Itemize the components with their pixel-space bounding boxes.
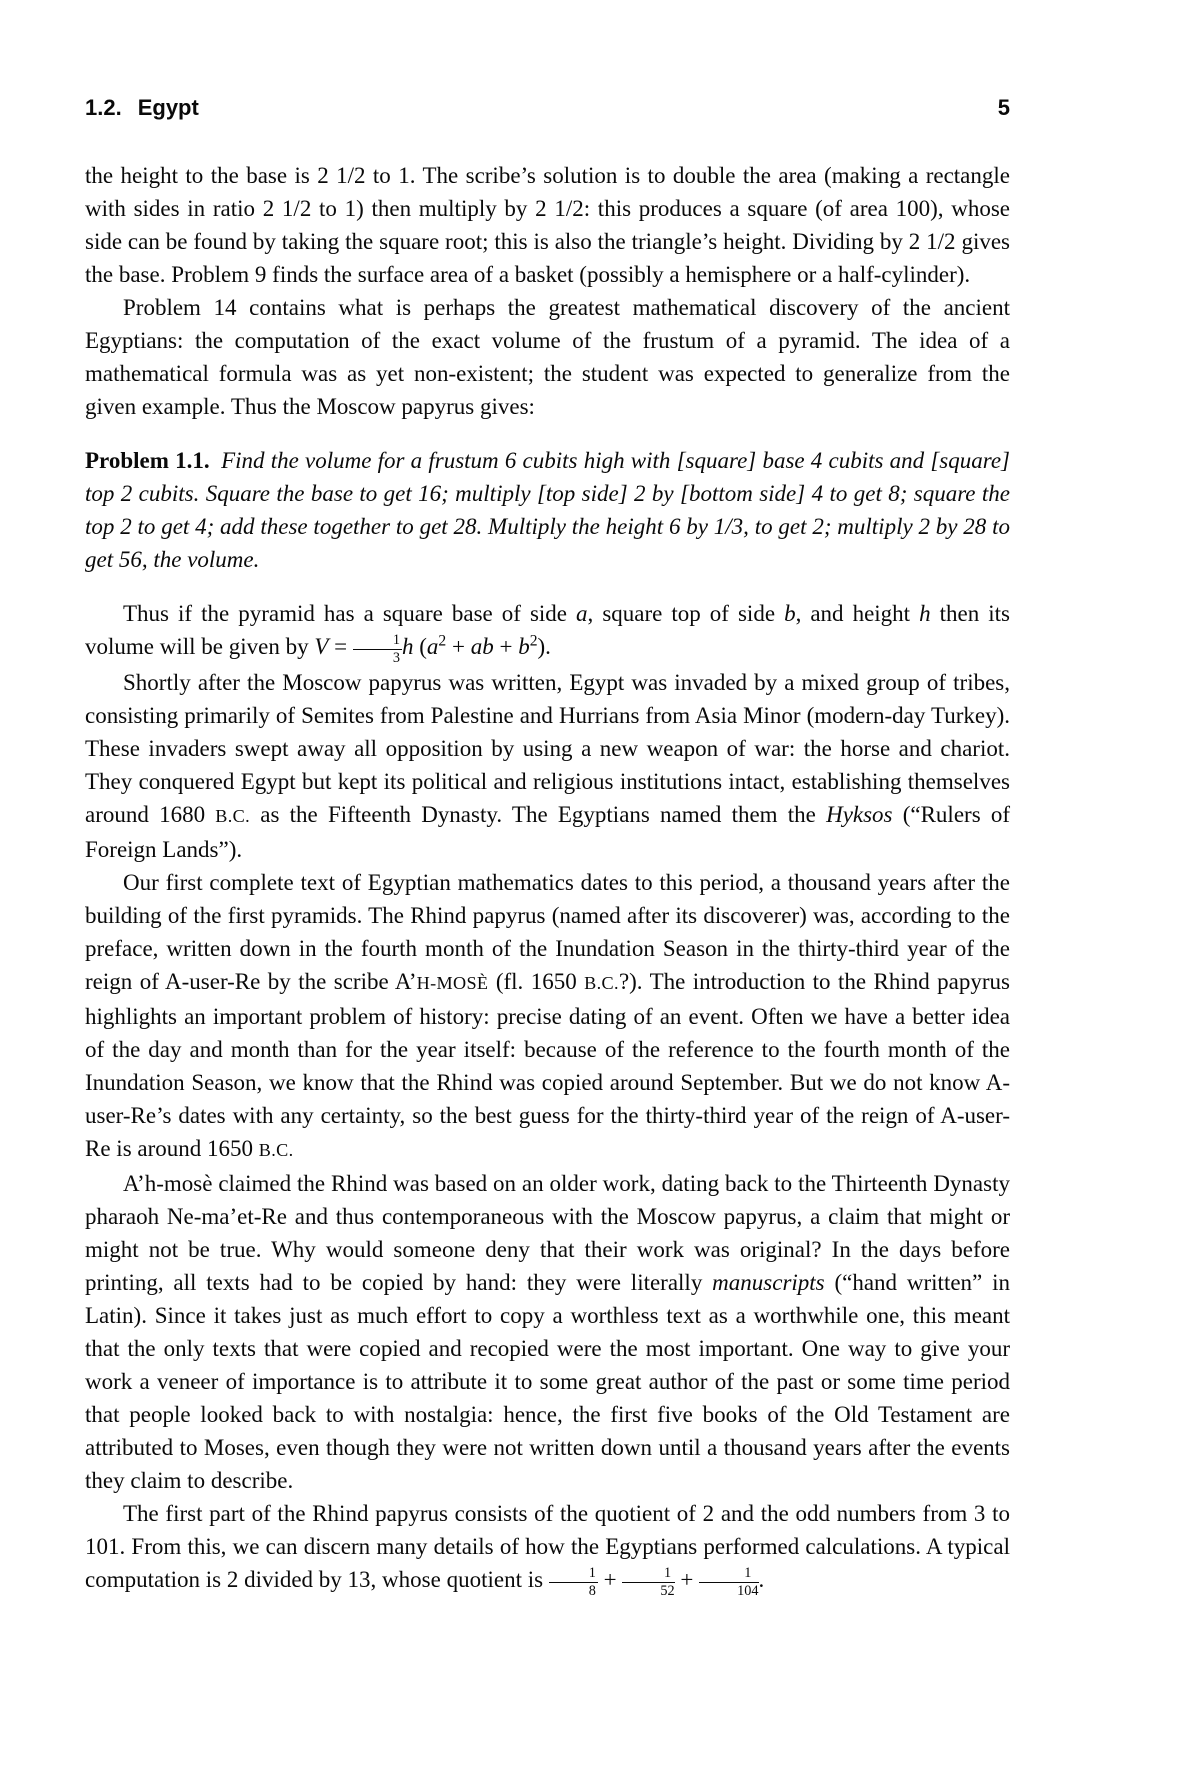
problem-1-1-block: [85, 444, 1010, 576]
text-run: (“Rulers of Foreign Lands”).: [85, 801, 1011, 862]
text-run: manuscripts: [712, 1269, 825, 1295]
text-run: 2: [438, 632, 447, 650]
text-run: B.C.: [215, 805, 251, 826]
text-run: +: [597, 1566, 623, 1592]
text-run: h: [402, 634, 414, 659]
text-run: 2: [529, 632, 538, 650]
text-run: H-MOSÈ: [416, 972, 489, 993]
text-run: V: [314, 634, 329, 659]
text-run: Our first complete text of Egyptian mathematics dates to this period, a thousand years after the building of the first pyramids. The Rhind papyrus (named after its discoverer) was, according to the preface, written down in the fourth month of the Inundation Season in the thirty-third year of the reign of A-user-Re by the scribe A’: [85, 869, 1010, 994]
text-run: B.C.: [258, 1139, 294, 1160]
text-run: The first part of the Rhind papyrus consists of the quotient of 2 and the odd numbers from 3 to 101. From this, we can discern many details of how the Egyptians performed calculations. A typical computation is 2 divided by 13, whose quotient is: [85, 1500, 1010, 1592]
paragraph-volume-formula: [85, 597, 1010, 666]
paragraph-quotients: [85, 1497, 1010, 1599]
text-run: a: [426, 634, 439, 659]
text-run: Shortly after the Moscow papyrus was written, Egypt was invaded by a mixed group of tribes, consisting primarily of Semites from Palestine and Hurrians from Asia Minor (modern-day Turkey). These invaders swept away all opposition by using a new weapon of war: the horse and chariot. They conquered Egypt but kept its political and religious institutions intact, establishing themselves around 1680: [85, 669, 1010, 827]
paragraph-height-to-base: [85, 159, 1010, 291]
text-run: as the Fifteenth Dynasty. The Egyptians named them the: [250, 801, 827, 827]
text-run: Problem 14 contains what is perhaps the greatest mathematical discovery of the ancient Egyptians: the computation of the exact volume of the frustum of a pyramid. The idea of a mathematical formula was as yet non-existent; the student was expected to generalize from the given example. Thus the Moscow papyrus gives:: [85, 295, 1010, 419]
text-run: b: [518, 634, 530, 659]
text-run: Hyksos: [826, 801, 893, 827]
stacked-fraction: $\frac{1}{8}$: [549, 1566, 598, 1599]
text-run: ?). The introduction to the Rhind papyrus highlights an important problem of history: precise dating of an event. Often we have a better idea of the day and month than for the year itself: because of the reference to the fourth month of the Inundation Season, we know that the Rhind was copied around September. But we do not know A-user-Re’s dates with any certainty, so the best guess for the thirty-third year of the reign of A-user-Re is around 1650: [85, 968, 1010, 1161]
text-run: , and height: [795, 601, 920, 626]
page-number: 5: [997, 95, 1010, 120]
stacked-fraction: $\frac{1}{3}$: [353, 633, 402, 666]
stacked-fraction: $\frac{1}{52}$: [622, 1566, 674, 1599]
stacked-fraction: $\frac{1}{104}$: [699, 1566, 758, 1599]
paragraph-rhind-papyrus: [85, 866, 1010, 1167]
text-run: the height to the base is 2 1/2 to 1. The scribe’s solution is to double the area (making a rectangle with sides in ratio 2 1/2 to 1) then multiply by 2 1/2: this produces a square (of area 100), whose side can be found by taking the square root; this is also the triangle’s height. Dividing by 2 1/2 gives the base. Problem 9 finds the surface area of a basket (possibly a hemisphere or a half-cylinder).: [85, 163, 1010, 287]
text-run: +: [674, 1566, 700, 1592]
text-run: ).: [537, 634, 551, 659]
text-run: a: [576, 601, 588, 626]
text-run: Find the volume for a frustum 6 cubits high with [square] base 4 cubits and [square] top 2 cubits. Square the base to get 16; multiply [top side] 2 by [bottom side] 4 to get 8; square the top 2 to get 4; add these together to get 28. Multiply the height 6 by 1/3, to get 2; multiply 2 by 28 to get 56, the volume.: [85, 448, 1010, 572]
text-run: ab: [470, 634, 494, 659]
text-run: [210, 448, 222, 473]
text-run: (: [413, 634, 427, 659]
text-run: A’h-mosè claimed the Rhind was based on an older work, dating back to the Thirteenth Dynasty pharaoh Ne-ma’et-Re and thus contemporaneous with the Moscow papyrus, a claim that might or might not be true. Why would someone deny that their work was original? In the days before printing, all texts had to be copied by hand: they were literally: [85, 1170, 1010, 1295]
text-run: Thus if the pyramid has a square base of side: [123, 601, 577, 626]
paragraph-problem-14: [85, 291, 1010, 423]
text-run: +: [446, 634, 471, 659]
text-run: , square top of side: [587, 601, 785, 626]
text-run: =: [328, 634, 353, 659]
text-run: (fl. 1650: [488, 968, 585, 994]
section-number: 1.2.: [85, 95, 122, 120]
text-run: then its volume will be given by: [85, 601, 1010, 659]
text-run: .: [758, 1566, 765, 1592]
running-head: [85, 95, 1010, 121]
text-run: (“hand written” in Latin). Since it takes just as much effort to copy a worthless text as a worthwhile one, this meant that the only texts that were copied and recopied were the most important. One way to give your work a veneer of importance is to attribute it to some great author of the past or some time period that people looked back to with nostalgia: hence, the first five books of the Old Testament are attributed to Moses, even though they were not written down until a thousand years after the events they claim to describe.: [85, 1269, 1010, 1493]
paragraph-hyksos: [85, 666, 1010, 866]
text-run: B.C.: [584, 972, 619, 993]
text-run: Problem 1.1.: [85, 448, 210, 473]
text-run: +: [493, 634, 519, 659]
text-run: h: [919, 601, 931, 626]
paragraph-ahmose-claim: [85, 1167, 1010, 1497]
section-title: Egypt: [137, 95, 199, 120]
text-run: b: [784, 601, 796, 626]
page-body: [85, 159, 1010, 1599]
running-head-left: [85, 95, 199, 121]
